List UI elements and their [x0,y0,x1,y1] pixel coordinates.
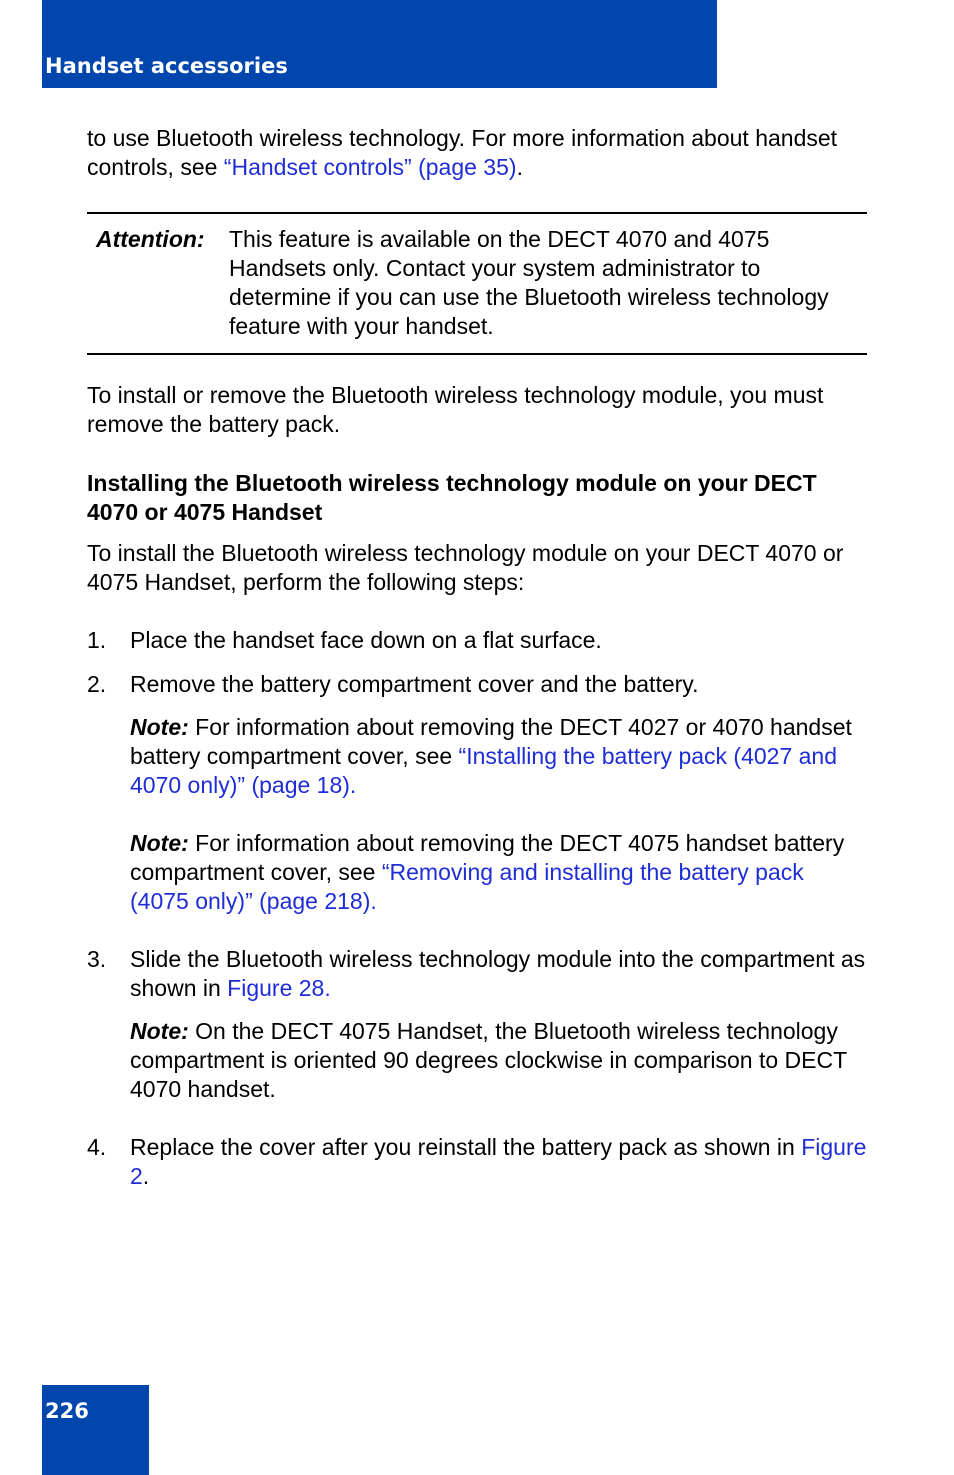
step-number: 4. [87,1134,107,1160]
note-label: Note: [130,830,189,856]
note-label: Note: [130,1018,189,1044]
step-suffix: . [142,1163,150,1189]
step-text-content: Replace the cover after you reinstall the battery pack as shown in [130,1134,802,1160]
installing-battery-pack-link[interactable]: “Installing the battery pack (4027 and 4070 only)” (page 18). [130,743,838,798]
attention-box [87,212,867,355]
note-text: For information about removing the DECT 4075 handset battery compartment cover, see [130,830,845,885]
intro-paragraph [87,124,867,182]
step-number: 2. [87,671,107,697]
note-label: Note: [130,714,189,740]
step-item [87,626,867,655]
figure-28-link[interactable]: Figure 28. [227,975,331,1001]
figure-2-link[interactable]: Figure 2 [130,1134,867,1189]
attention-label: Attention: [96,226,205,252]
intro-text: to use Bluetooth wireless technology. For more information about handset controls, see [87,125,838,180]
section-intro: To install the Bluetooth wireless technology module on your DECT 4070 or 4075 Handset, perform the following steps: [87,540,844,595]
step-text [130,1133,867,1191]
steps-list [87,626,867,1191]
attention-text: This feature is available on the DECT 4070 and 4075 Handsets only. Contact your system administrator to determine if you can use the Bluetooth wireless technology feature with your handset. [229,226,829,339]
step-number: 1. [87,627,107,653]
step-item [87,1133,867,1191]
note [130,829,867,916]
section-header-title: Handset accessories [45,54,288,78]
handset-controls-link[interactable]: “Handset controls” (page 35) [223,154,517,180]
step-text: Place the handset face down on a flat surface. [130,627,602,653]
page-number: 226 [45,1399,89,1423]
step-text [130,945,867,1003]
note-text: For information about removing the DECT 4027 or 4070 handset battery compartment cover, see [130,714,852,769]
note [130,713,867,800]
step-text: Remove the battery compartment cover and the battery. [130,671,699,697]
step-item [87,670,867,916]
step-item [87,945,867,1104]
page-content [87,124,867,1191]
section-heading: Installing the Bluetooth wireless technology module on your DECT 4070 or 4075 Handset [87,470,817,525]
intro-suffix: . [516,154,523,180]
install-remove-paragraph: To install or remove the Bluetooth wireless technology module, you must remove the battery pack. [87,382,824,437]
note [130,1017,867,1104]
step-number: 3. [87,946,107,972]
removing-installing-battery-link[interactable]: “Removing and installing the battery pack (4075 only)” (page 218). [130,859,804,914]
step-text-content: Slide the Bluetooth wireless technology module into the compartment as shown in [130,946,866,1001]
note-text: On the DECT 4075 Handset, the Bluetooth wireless technology compartment is oriented 90 degrees clockwise in comparison to DECT 4070 handset. [130,1018,847,1102]
